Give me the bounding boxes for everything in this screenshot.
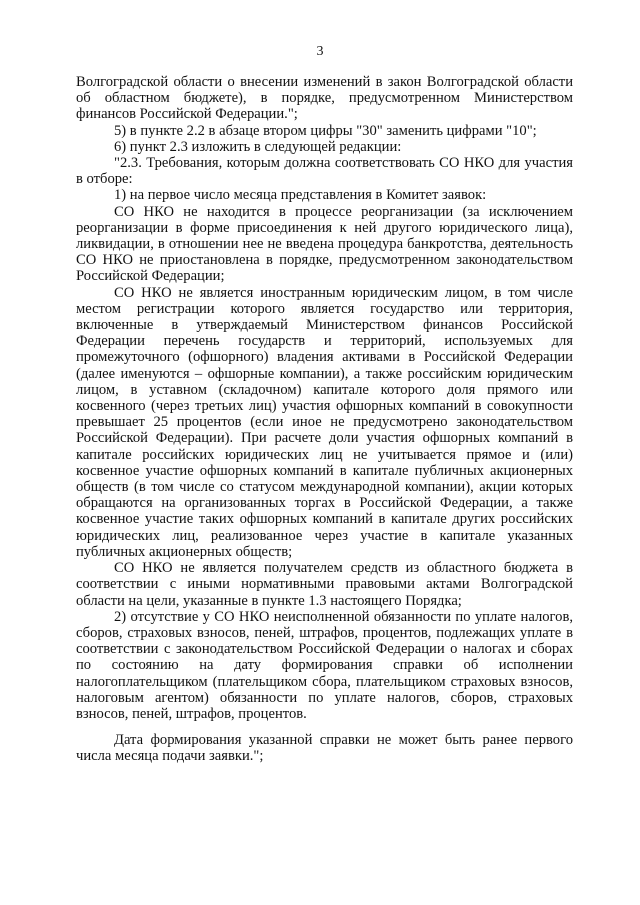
- page-number: 3: [316, 44, 324, 59]
- paragraph-budget-law-continuation: Волгоградской области о внесении изменений в закон Волгоградской области об областном бюджете), в порядке, предусмотренном Министерством финансов Российской Федерации.";: [76, 74, 573, 123]
- paragraph-requirement-2-no-tax-debt: 2) отсутствие у СО НКО неисполненной обязанности по уплате налогов, сборов, страховых взносов, пеней, штрафов, процентов, подлежащих уплате в соответствии с законодательством Российской Федерации о налогах и сборах по состоянию на дату формирования справки об исполнении налогоплательщиком (плательщиком сбора, плательщиком страховых взносов, налоговым агентом) обязанности по уплате налогов, сборов, страховых взносов, пеней, штрафов, процентов.: [76, 608, 573, 722]
- paragraph-clause-2-3-heading: "2.3. Требования, которым должна соответствовать СО НКО для участия в отборе:: [76, 155, 573, 188]
- paragraph-no-reorganization: СО НКО не находится в процессе реорганизации (за исключением реорганизации в форме присоединения к ней другого юридического лица), ликвидации, в отношении нее не введена процедура банкротства, деятельность СО НКО не приостановлена в порядке, предусмотренном законодательством Российской Федерации;: [76, 203, 573, 285]
- paragraph-not-budget-recipient: СО НКО не является получателем средств из областного бюджета в соответствии с иными нормативными правовыми актами Волгоградской области на цели, указанные в пункте 1.3 настоящего Порядка;: [76, 560, 573, 609]
- paragraph-item-6: 6) пункт 2.3 изложить в следующей редакции:: [114, 138, 402, 155]
- paragraph-requirement-1: 1) на первое число месяца представления в Комитет заявок:: [114, 187, 487, 204]
- paragraph-item-5: 5) в пункте 2.2 в абзаце втором цифры "30" заменить цифрами "10";: [114, 122, 537, 139]
- document-body: [76, 74, 573, 765]
- paragraph-certificate-date: Дата формирования указанной справки не может быть ранее первого числа месяца подачи заявки.";: [76, 732, 573, 765]
- paragraph-not-foreign-entity: СО НКО не является иностранным юридическим лицом, в том числе местом регистрации которого является государство или территория, включенные в утверждаемый Министерством финансов Российской Федерации перечень государств и территорий, используемых для промежуточного (офшорного) владения активами в Российской Федерации (далее именуются – офшорные компании), а также российским юридическим лицом, в уставном (складочном) капитале которого доля прямого или косвенного (через третьих лиц) участия офшорных компаний в совокупности превышает 25 процентов (если иное не предусмотрено законодательством Российской Федерации). При расчете доли участия офшорных компаний в капитале российских юридических лиц не учитывается прямое и (или) косвенное участие офшорных компаний в капитале публичных акционерных обществ (в том числе со статусом международной компании), акции которых обращаются на организованных торгах в Российской Федерации, а также косвенное участие таких офшорных компаний в капитале других российских юридических лиц, реализованное через участие в капитале указанных публичных акционерных обществ;: [76, 284, 573, 560]
